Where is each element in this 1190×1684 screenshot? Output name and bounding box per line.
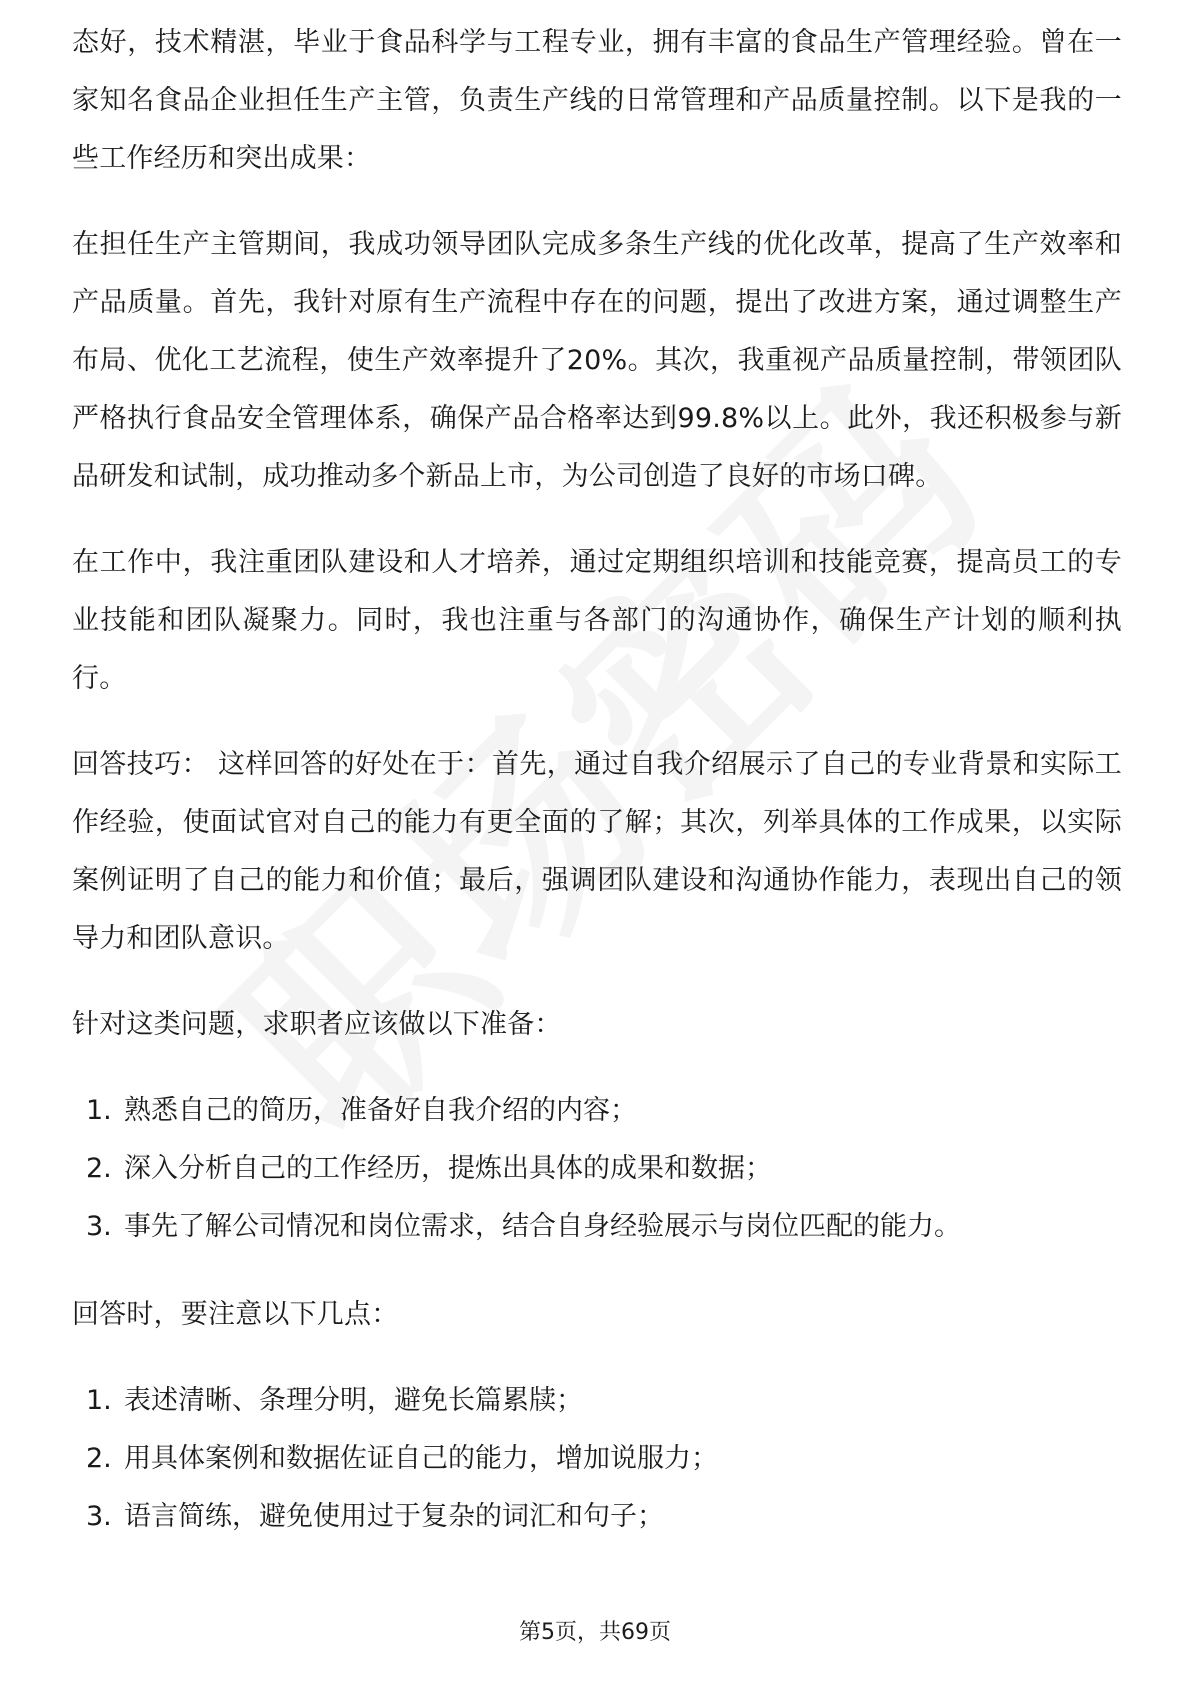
list-item bbox=[72, 1140, 1122, 1198]
list-number: 1. bbox=[86, 1385, 112, 1416]
list-item bbox=[72, 1430, 1122, 1488]
list-text: 深入分析自己的工作经历，提炼出具体的成果和数据； bbox=[124, 1153, 772, 1184]
list-item bbox=[72, 1082, 1122, 1140]
list-number: 2. bbox=[86, 1153, 112, 1184]
list-text: 熟悉自己的简历，准备好自我介绍的内容； bbox=[124, 1095, 637, 1126]
list-number: 3. bbox=[86, 1501, 112, 1532]
list-text: 事先了解公司情况和岗位需求，结合自身经验展示与岗位匹配的能力。 bbox=[124, 1211, 961, 1242]
preparation-list bbox=[72, 1082, 1122, 1256]
paragraph-teamwork: 在工作中，我注重团队建设和人才培养，通过定期组织培训和技能竞赛，提高员工的专业技能和团队凝聚力。同时，我也注重与各部门的沟通协作，确保生产计划的顺利执行。 bbox=[72, 547, 1122, 694]
page-number-footer: 第5页，共69页 bbox=[519, 1620, 671, 1645]
list-text: 表述清晰、条理分明，避免长篇累牍； bbox=[124, 1385, 583, 1416]
paragraph-achievements: 在担任生产主管期间，我成功领导团队完成多条生产线的优化改革，提高了生产效率和产品质量。首先，我针对原有生产流程中存在的问题，提出了改进方案，通过调整生产布局、优化工艺流程，使生产效率提升了20%。其次，我重视产品质量控制，带领团队严格执行食品安全管理体系，确保产品合格率达到99.8%以上。此外，我还积极参与新品研发和试制，成功推动多个新品上市，为公司创造了良好的市场口碑。 bbox=[72, 229, 1122, 492]
paragraph-attention-intro: 回答时，要注意以下几点： bbox=[72, 1299, 399, 1330]
paragraph-answer-tips: 回答技巧： 这样回答的好处在于：首先，通过自我介绍展示了自己的专业背景和实际工作经验，使面试官对自己的能力有更全面的了解；其次，列举具体的工作成果，以实际案例证明了自己的能力和价值；最后，强调团队建设和沟通协作能力，表现出自己的领导力和团队意识。 bbox=[72, 749, 1122, 954]
list-text: 用具体案例和数据佐证自己的能力，增加说服力； bbox=[124, 1443, 718, 1474]
list-text: 语言简练，避免使用过于复杂的词汇和句子； bbox=[124, 1501, 664, 1532]
list-number: 2. bbox=[86, 1443, 112, 1474]
list-item bbox=[72, 1488, 1122, 1546]
list-item bbox=[72, 1372, 1122, 1430]
document-body bbox=[72, 22, 1122, 1576]
list-number: 3. bbox=[86, 1211, 112, 1242]
paragraph-preparation-intro: 针对这类问题，求职者应该做以下准备： bbox=[72, 1009, 562, 1040]
list-item bbox=[72, 1198, 1122, 1256]
paragraph-intro: 态好，技术精湛，毕业于食品科学与工程专业，拥有丰富的食品生产管理经验。曾在一家知名食品企业担任生产主管，负责生产线的日常管理和产品质量控制。以下是我的一些工作经历和突出成果： bbox=[72, 27, 1122, 174]
attention-list bbox=[72, 1372, 1122, 1546]
list-number: 1. bbox=[86, 1095, 112, 1126]
